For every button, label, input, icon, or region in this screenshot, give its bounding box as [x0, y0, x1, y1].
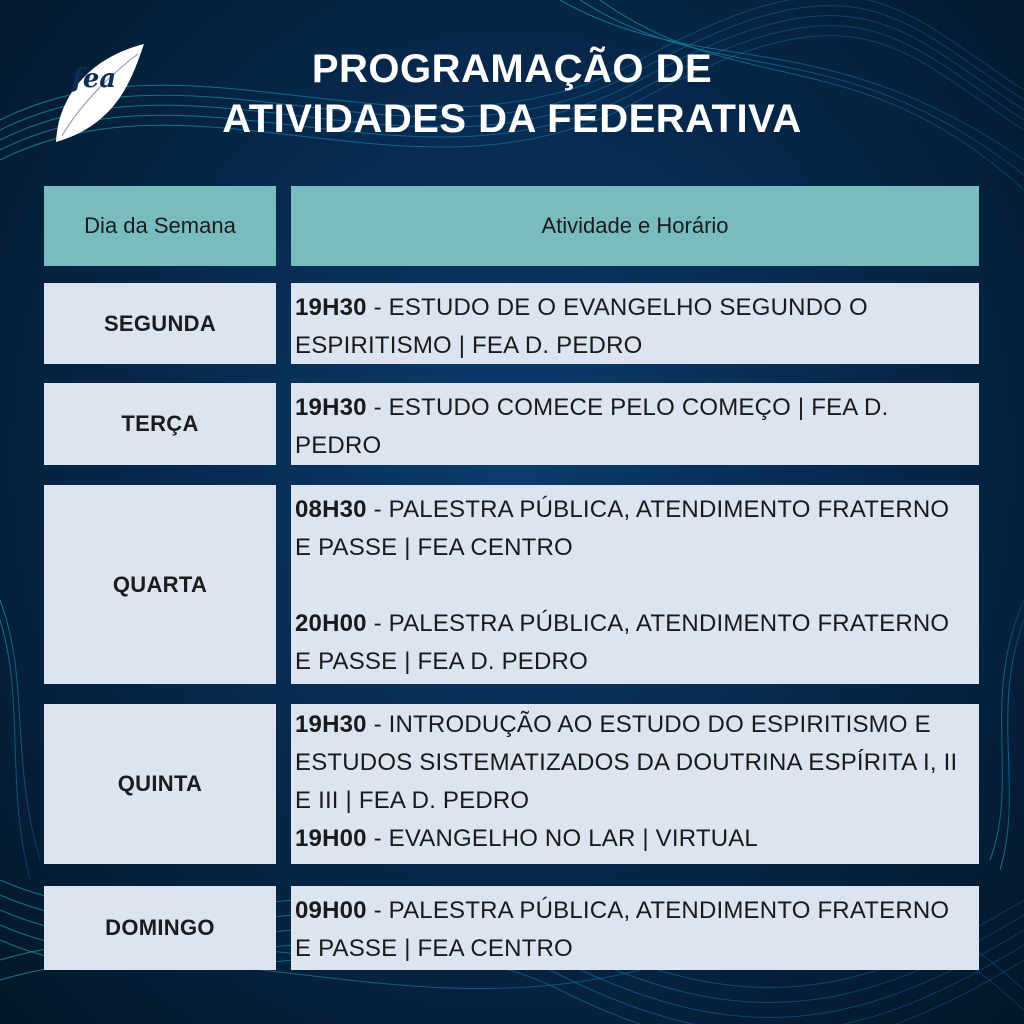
day-quinta: QUINTA	[44, 704, 276, 864]
day-terca: TERÇA	[44, 383, 276, 465]
day-domingo: DOMINGO	[44, 886, 276, 970]
text-segunda-1: - ESTUDO DE O EVANGELHO SEGUNDO O ESPIRITISMO | FEA D. PEDRO	[295, 294, 868, 359]
title-line-1: PROGRAMAÇÃO DE	[311, 47, 713, 91]
page-title	[0, 44, 1024, 144]
text-quinta-1: - INTRODUÇÃO AO ESTUDO DO ESPIRITISMO E ESTUDOS SISTEMATIZADOS DA DOUTRINA ESPÍRITA I, II E III | FEA D. PEDRO	[295, 711, 958, 814]
title-line-2: ATIVIDADES DA FEDERATIVA	[222, 97, 802, 141]
activity-domingo	[291, 886, 979, 970]
text-quarta-1: - PALESTRA PÚBLICA, ATENDIMENTO FRATERNO E PASSE | FEA CENTRO	[295, 496, 950, 561]
time-quinta-2: 19H00	[295, 825, 367, 852]
text-quinta-2: - EVANGELHO NO LAR | VIRTUAL	[366, 825, 758, 852]
text-quarta-2: - PALESTRA PÚBLICA, ATENDIMENTO FRATERNO E PASSE | FEA D. PEDRO	[295, 610, 950, 675]
time-quarta-2: 20H00	[295, 610, 367, 637]
activity-quinta	[291, 704, 979, 864]
time-domingo-1: 09H00	[295, 897, 367, 924]
text-domingo-1: - PALESTRA PÚBLICA, ATENDIMENTO FRATERNO E PASSE | FEA CENTRO	[295, 897, 950, 962]
activity-quarta	[291, 485, 979, 684]
time-quarta-1: 08H30	[295, 496, 367, 523]
logo-text: fea	[71, 64, 117, 94]
time-quinta-1: 19H30	[295, 711, 367, 738]
day-segunda: SEGUNDA	[44, 283, 276, 364]
activity-terca	[291, 383, 979, 465]
time-segunda-1: 19H30	[295, 294, 367, 321]
header-day: Dia da Semana	[44, 186, 276, 266]
text-terca-1: - ESTUDO COMECE PELO COMEÇO | FEA D. PEDRO	[295, 394, 889, 459]
activity-segunda	[291, 283, 979, 364]
time-terca-1: 19H30	[295, 394, 367, 421]
day-quarta: QUARTA	[44, 485, 276, 684]
header-activity: Atividade e Horário	[291, 186, 979, 266]
